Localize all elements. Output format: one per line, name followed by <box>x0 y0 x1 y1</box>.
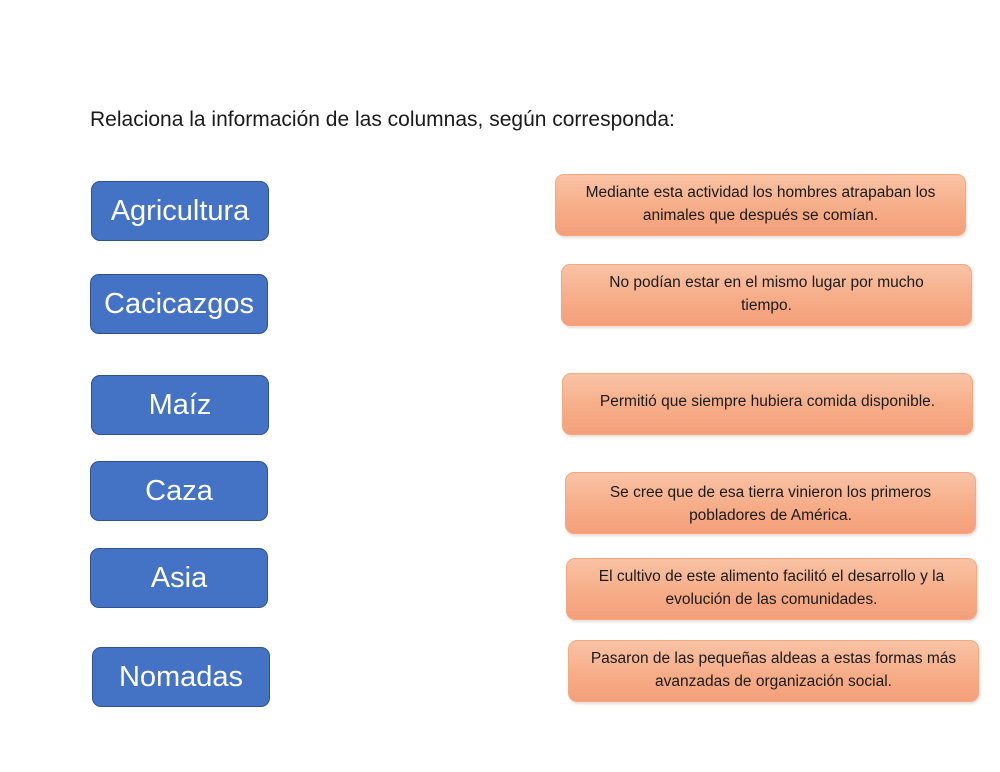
definition-box-2[interactable]: No podían estar en el mismo lugar por mucho tiempo. <box>561 264 972 326</box>
term-caza[interactable]: Caza <box>90 461 268 521</box>
term-nomadas[interactable]: Nomadas <box>92 647 270 707</box>
instruction-text: Relaciona la información de las columnas, según corresponda: <box>90 108 675 131</box>
term-cacicazgos[interactable]: Cacicazgos <box>90 274 268 334</box>
term-maiz[interactable]: Maíz <box>91 375 269 435</box>
definition-box-1[interactable]: Mediante esta actividad los hombres atrapaban los animales que después se comían. <box>555 174 966 236</box>
definition-box-3[interactable]: Permitió que siempre hubiera comida disponible. <box>562 373 973 435</box>
term-agricultura[interactable]: Agricultura <box>91 181 269 241</box>
term-asia[interactable]: Asia <box>90 548 268 608</box>
definition-box-6[interactable]: Pasaron de las pequeñas aldeas a estas formas más avanzadas de organización social. <box>568 640 979 702</box>
definition-box-5[interactable]: El cultivo de este alimento facilitó el desarrollo y la evolución de las comunidades. <box>566 558 977 620</box>
definition-box-4[interactable]: Se cree que de esa tierra vinieron los primeros pobladores de América. <box>565 472 976 534</box>
